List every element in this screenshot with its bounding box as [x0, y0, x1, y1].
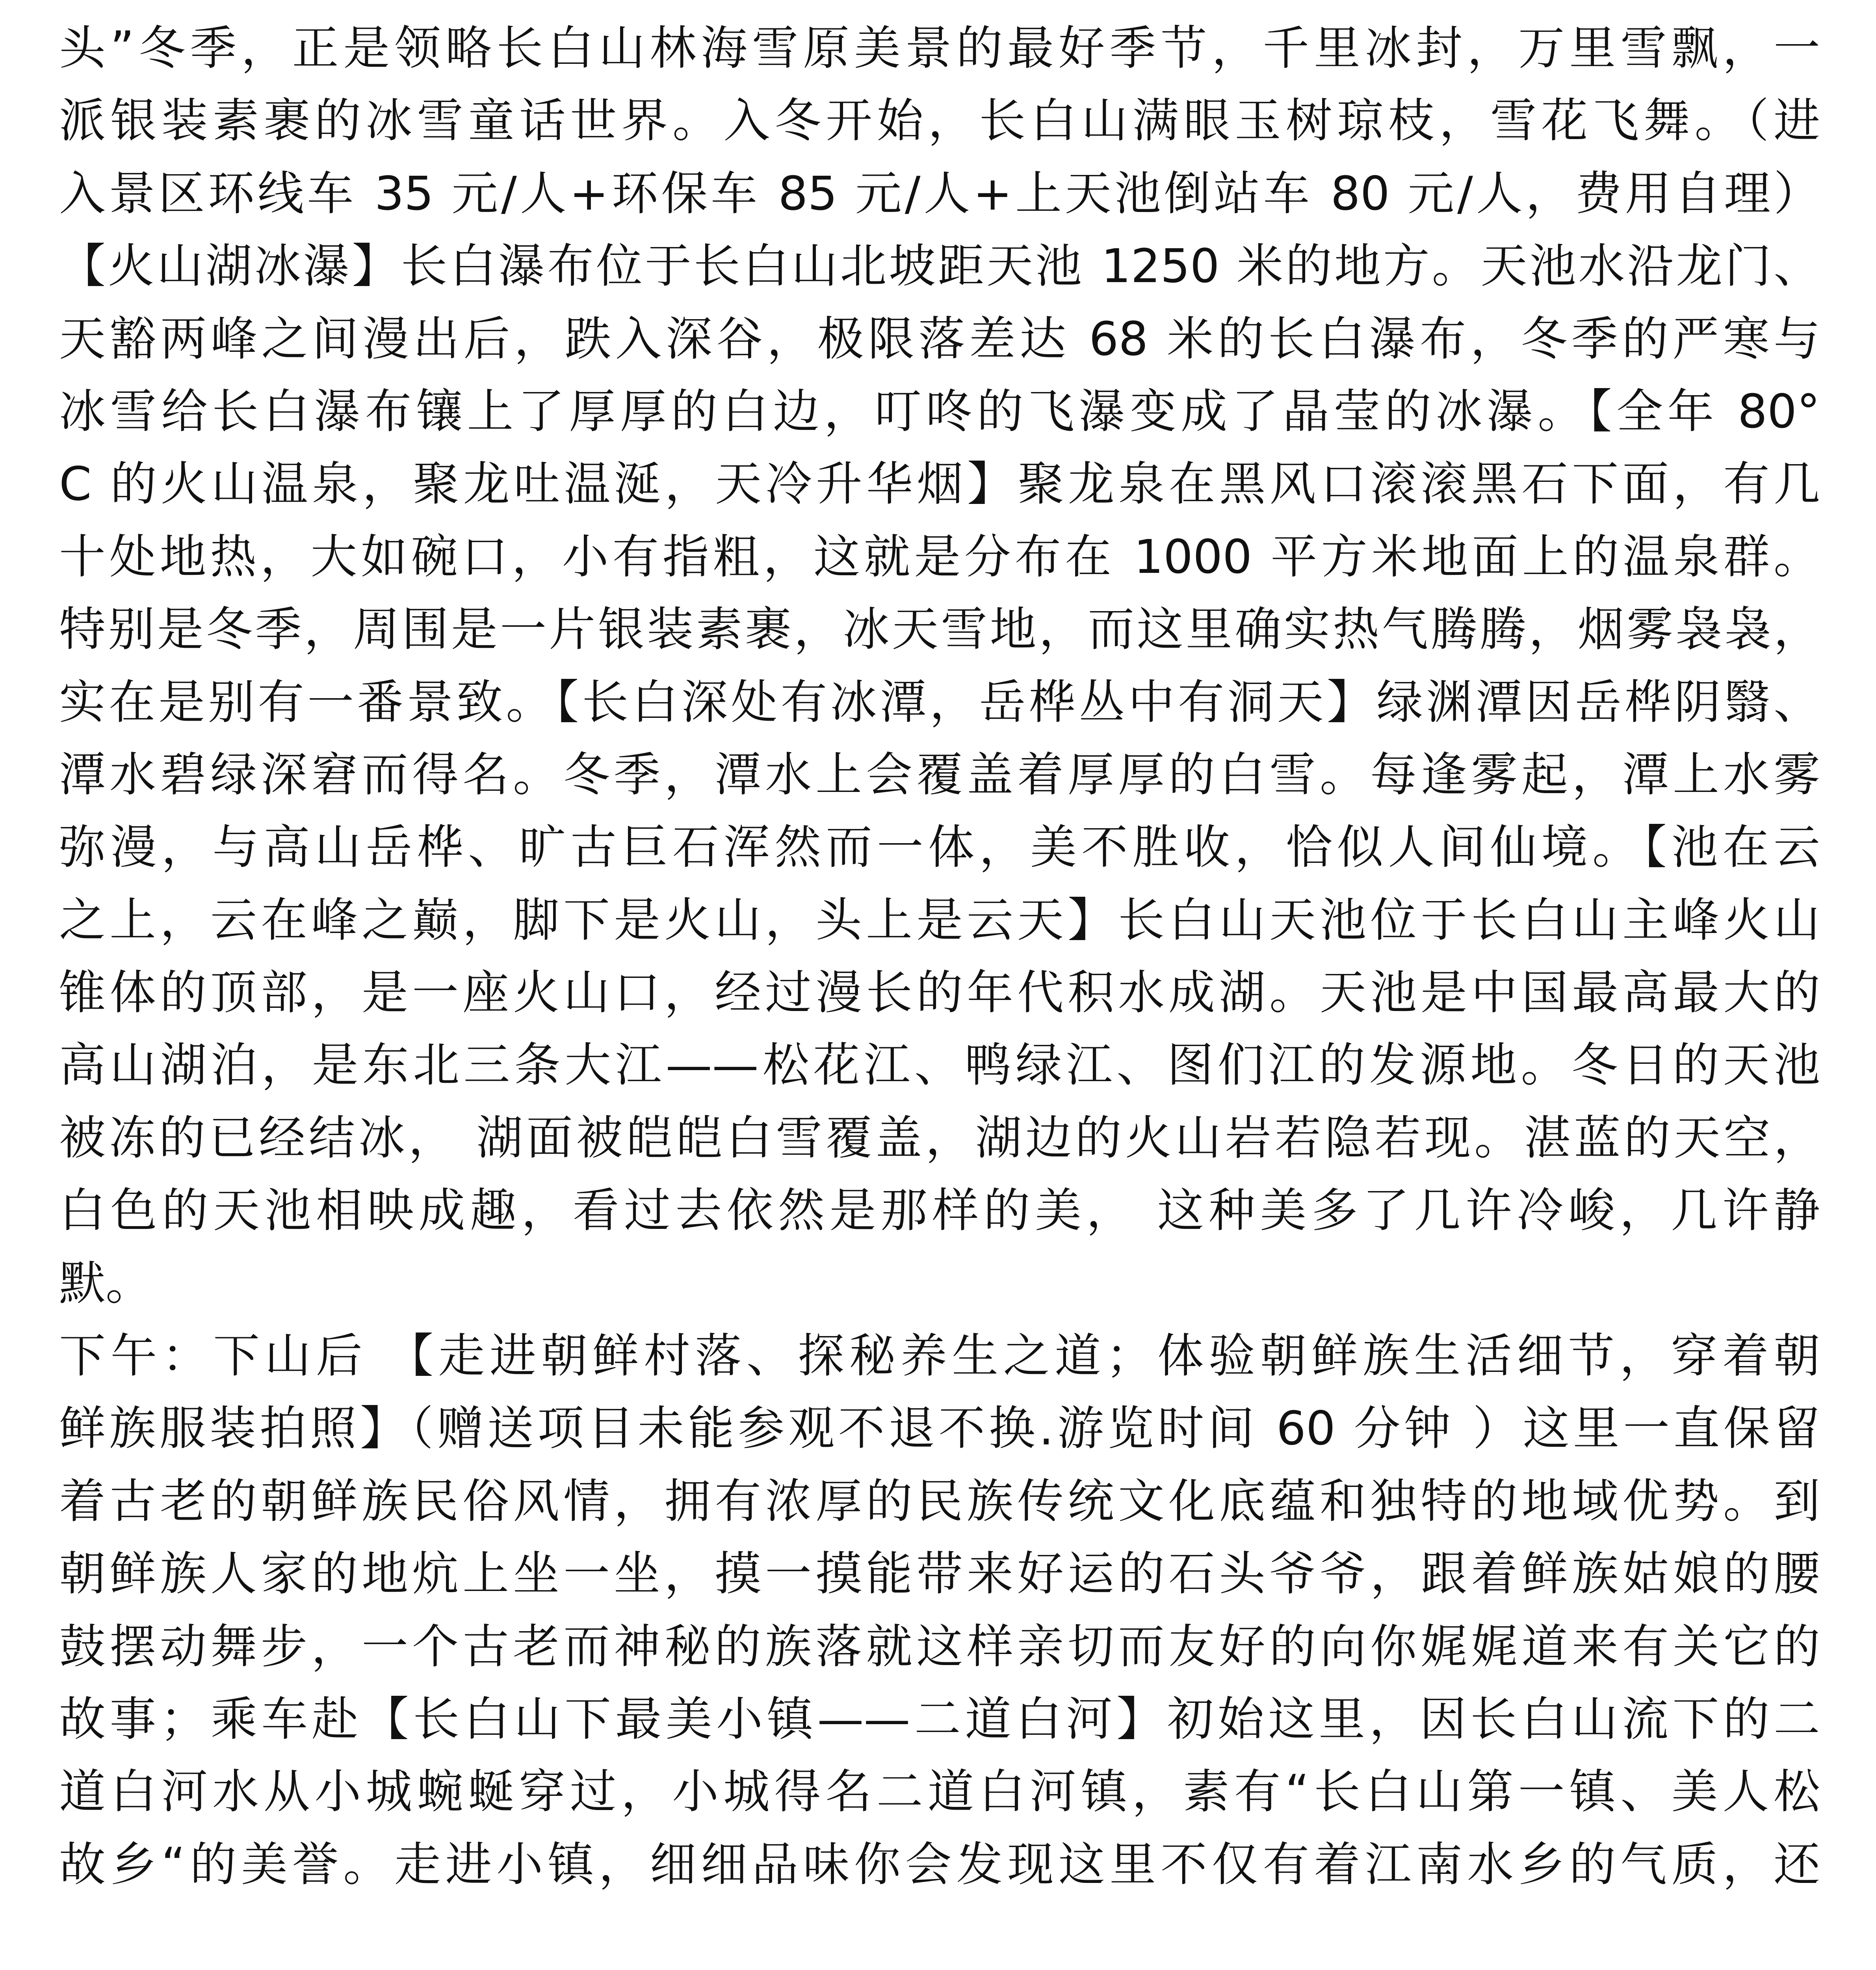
text-line: 道白河水从小城蜿蜒穿过，小城得名二道白河镇，素有“长白山第一镇、美人松 — [59, 1764, 1820, 1819]
text-line: 故乡“的美誉。走进小镇，细细品味你会发现这里不仅有着江南水乡的气质，还 — [59, 1837, 1820, 1892]
text-line: 之上，云在峰之巅，脚下是火山，头上是云天】长白山天池位于长白山主峰火山 — [59, 892, 1820, 947]
text-line: 白色的天池相映成趣，看过去依然是那样的美， 这种美多了几许冷峻，几许静 — [59, 1183, 1820, 1238]
text-line: 实在是别有一番景致。【长白深处有冰潭，岳桦丛中有洞天】绿渊潭因岳桦阴翳、 — [59, 675, 1820, 729]
text-line: 朝鲜族人家的地炕上坐一坐，摸一摸能带来好运的石头爷爷，跟着鲜族姑娘的腰 — [59, 1546, 1820, 1601]
text-line: 鼓摆动舞步，一个古老而神秘的族落就这样亲切而友好的向你娓娓道来有关它的 — [59, 1619, 1820, 1674]
text-line: 天豁两峰之间漫出后，跌入深谷，极限落差达 68 米的长白瀑布，冬季的严寒与 — [59, 311, 1820, 366]
text-line: 十处地热，大如碗口，小有指粗，这就是分布在 1000 平方米地面上的温泉群。 — [59, 529, 1820, 584]
text-line: 高山湖泊，是东北三条大江——松花江、鸭绿江、图们江的发源地。冬日的天池 — [59, 1038, 1820, 1093]
text-line: 入景区环线车 35 元/人+环保车 85 元/人+上天池倒站车 80 元/人，费用自理） — [59, 166, 1820, 221]
text-line: 弥漫，与高山岳桦、旷古巨石浑然而一体，美不胜收，恰似人间仙境。【池在云 — [59, 820, 1820, 875]
document-page — [59, 12, 1820, 1901]
text-line: C 的火山温泉，聚龙吐温涎，天冷升华烟】聚龙泉在黑风口滚滚黑石下面，有几 — [59, 457, 1820, 511]
text-line: 冰雪给长白瀑布镶上了厚厚的白边，叮咚的飞瀑变成了晶莹的冰瀑。【全年 80° — [59, 384, 1820, 439]
text-line: 锥体的顶部，是一座火山口，经过漫长的年代积水成湖。天池是中国最高最大的 — [59, 965, 1820, 1020]
text-line: 鲜族服装拍照】（赠送项目未能参观不退不换.游览时间 60 分钟 ）这里一直保留 — [59, 1401, 1820, 1456]
text-line: 下午：下山后 【走进朝鲜村落、探秘养生之道；体验朝鲜族生活细节，穿着朝 — [59, 1329, 1820, 1383]
text-line: 特别是冬季，周围是一片银装素裹，冰天雪地，而这里确实热气腾腾，烟雾袅袅， — [59, 602, 1820, 657]
text-line: 派银装素裹的冰雪童话世界。入冬开始，长白山满眼玉树琼枝，雪花飞舞。（进 — [59, 93, 1820, 148]
text-line: 默。 — [59, 1256, 152, 1310]
text-line: 故事；乘车赴【长白山下最美小镇——二道白河】初始这里，因长白山流下的二 — [59, 1691, 1820, 1746]
text-line: 头”冬季，正是领略长白山林海雪原美景的最好季节，千里冰封，万里雪飘，一 — [59, 21, 1820, 75]
text-line: 【火山湖冰瀑】长白瀑布位于长白山北坡距天池 1250 米的地方。天池水沿龙门、 — [59, 239, 1820, 294]
text-line: 潭水碧绿深窘而得名。冬季，潭水上会覆盖着厚厚的白雪。每逢雾起，潭上水雾 — [59, 747, 1820, 802]
text-line: 着古老的朝鲜族民俗风情，拥有浓厚的民族传统文化底蕴和独特的地域优势。到 — [59, 1474, 1820, 1528]
text-line: 被冻的已经结冰， 湖面被皑皑白雪覆盖，湖边的火山岩若隐若现。湛蓝的天空， — [59, 1110, 1820, 1165]
